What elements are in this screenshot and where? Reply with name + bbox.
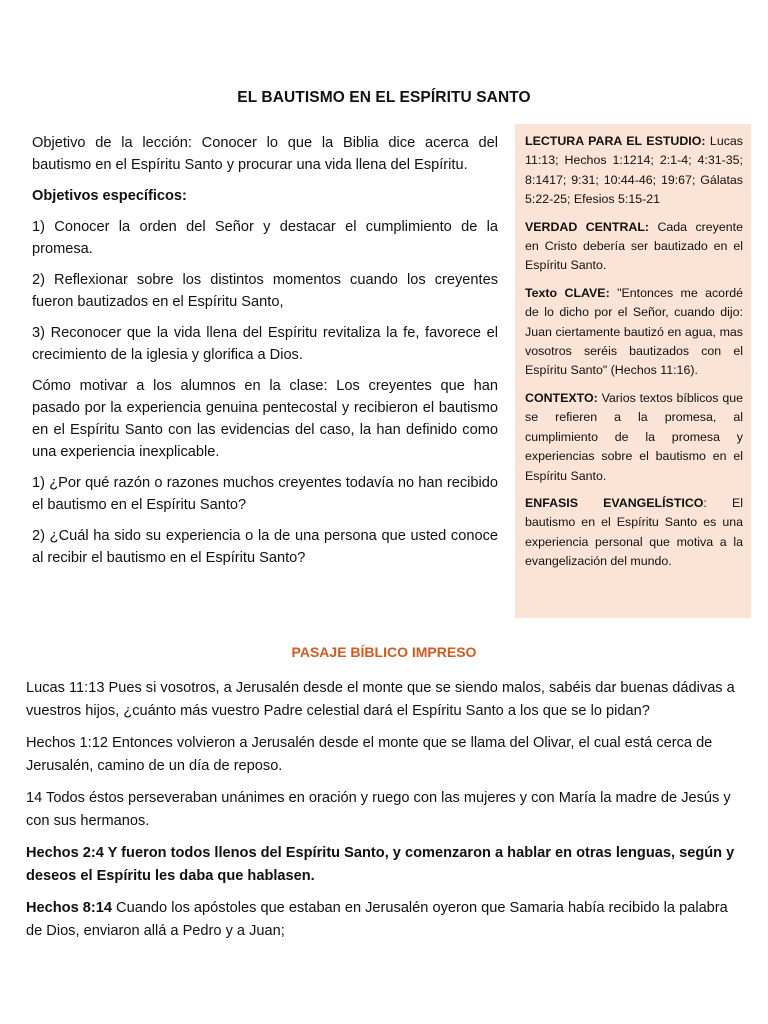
- sidebar-enfasis: [525, 494, 743, 572]
- lectura-text: Lucas 11:13; Hechos 1:1214; 2:1-4; 4:31-35; 8:1417; 9:31; 10:44-46; 19:67; Gálatas 5:22-25; Efesios 5:15-21: [525, 134, 743, 207]
- page-title: EL BAUTISMO EN EL ESPÍRITU SANTO: [237, 89, 531, 106]
- objective-2: 2) Reflexionar sobre los distintos momentos cuando los creyentes fueron bautizados en el Espíritu Santo,: [32, 272, 498, 310]
- passage-paragraph: Hechos 1:12 Entonces volvieron a Jerusalén desde el monte que se llama del Olivar, el cual está cerca de Jerusalén, camino de un día de reposo.: [26, 735, 713, 774]
- motivation-text: Cómo motivar a los alumnos en la clase: Los creyentes que han pasado por la experiencia genuina pentecostal y recibieron el bautismo en el Espíritu Santo con las evidencias del caso, la han definido como una experiencia inexplicable.: [32, 378, 498, 460]
- sidebar-verdad: [525, 218, 743, 276]
- texto-text: "Entonces me acordé de lo dicho por el Señor, cuando dijo: Juan ciertamente bautizó en agua, mas vosotros seréis bautizados con el Espíritu Santo" (Hechos 11:16).: [525, 285, 743, 378]
- sidebar-texto: [525, 284, 743, 381]
- verdad-label: VERDAD CENTRAL:: [525, 219, 650, 234]
- objective-3: 3) Reconocer que la vida llena del Espíritu revitaliza la fe, favorece el crecimiento de la iglesia y glorifica a Dios.: [32, 325, 498, 363]
- question-1: 1) ¿Por qué razón o razones muchos creyentes todavía no han recibido el bautismo en el Espíritu Santo?: [32, 475, 498, 513]
- passage-paragraph: 14 Todos éstos perseveraban unánimes en oración y ruego con las mujeres y con María la madre de Jesús y con sus hermanos.: [26, 790, 731, 829]
- sidebar-lectura: [525, 132, 743, 210]
- enfasis-text: : El bautismo en el Espíritu Santo es una experiencia personal que motiva a la evangelización del mundo.: [525, 495, 743, 569]
- enfasis-label: ENFASIS EVANGELÍSTICO: [525, 495, 704, 510]
- study-sidebar: [515, 124, 751, 618]
- contexto-text: Varios textos bíblicos que se refieren a la promesa, al cumplimiento de la promesa y experiencias sobre el bautismo en el Espíritu Santo.: [525, 390, 743, 483]
- passage-heading: PASAJE BÍBLICO IMPRESO: [291, 644, 477, 660]
- lesson-objectives: [32, 132, 498, 578]
- passage-paragraph-bold: Hechos 2:4 Y fueron todos llenos del Espíritu Santo, y comenzaron a hablar en otras lenguas, según y deseos el Espíritu les daba que hablasen.: [26, 845, 735, 884]
- specific-objectives-heading: Objetivos específicos:: [32, 188, 187, 204]
- texto-label: Texto CLAVE:: [525, 285, 610, 300]
- sidebar-contexto: [525, 389, 743, 486]
- passage-text: Cuando los apóstoles que estaban en Jerusalén oyeron que Samaria había recibido la palabra de Dios, enviaron allá a Pedro y a Juan;: [26, 900, 728, 939]
- question-2: 2) ¿Cuál ha sido su experiencia o la de una persona que usted conoce al recibir el bautismo en el Espíritu Santo?: [32, 528, 498, 566]
- verdad-text: Cada creyente en Cristo debería ser bautizado en el Espíritu Santo.: [525, 219, 743, 273]
- passage-paragraph: Lucas 11:13 Pues si vosotros, a Jerusalén desde el monte que se siendo malos, sabéis dar buenas dádivas a vuestros hijos, ¿cuánto más vuestro Padre celestial dará el Espíritu Santo a los que se lo pidan?: [26, 680, 735, 719]
- lesson-objective: Objetivo de la lección: Conocer lo que la Biblia dice acerca del bautismo en el Espíritu Santo y procurar una vida llena del Espíritu.: [32, 135, 498, 173]
- objective-1: 1) Conocer la orden del Señor y destacar el cumplimiento de la promesa.: [32, 219, 498, 257]
- bible-passage: [26, 677, 744, 952]
- passage-reference: Hechos 8:14: [26, 900, 112, 916]
- contexto-label: CONTEXTO:: [525, 390, 598, 405]
- lectura-label: LECTURA PARA EL ESTUDIO:: [525, 134, 706, 148]
- passage-paragraph: [26, 897, 744, 943]
